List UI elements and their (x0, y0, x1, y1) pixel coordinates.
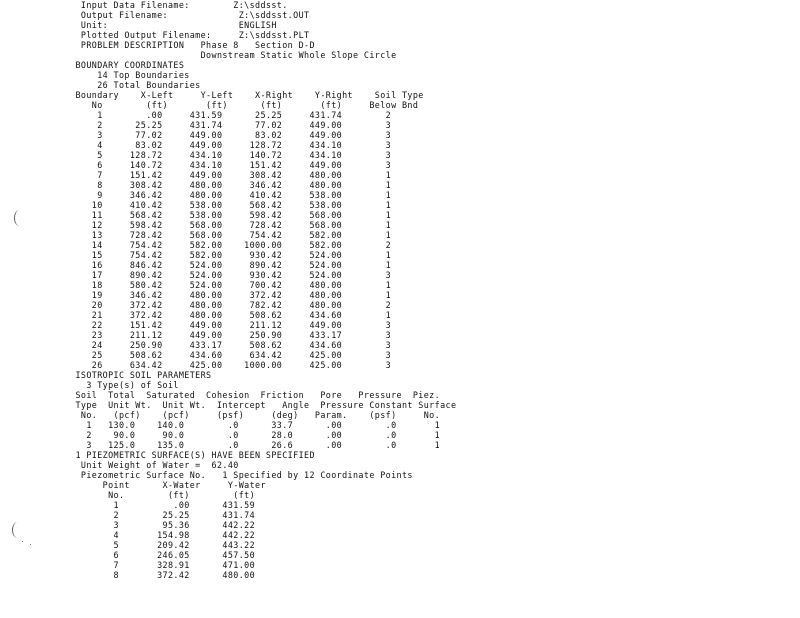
piezo-row: 5 209.42 443.22 (70, 540, 256, 550)
hole-punch-mark (12, 522, 23, 538)
problem-description-subtitle: Downstream Static Whole Slope Circle (70, 50, 397, 60)
boundary-row: 8 308.42 480.00 346.42 480.00 1 (70, 180, 392, 190)
piezo-row: 4 154.98 442.22 (70, 530, 256, 540)
boundary-row: 12 598.42 568.00 728.42 568.00 1 (70, 220, 392, 230)
boundary-row: 25 508.62 434.60 634.42 425.00 3 (70, 350, 392, 360)
total-boundaries-count: 26 Total Boundaries (70, 80, 201, 90)
soil-table-units: No. (pcf) (pcf) (psf) (deg) Param. (psf) No. (70, 410, 441, 420)
boundary-row: 23 211.12 449.00 250.90 433.17 3 (70, 330, 392, 340)
soil-row: 2 90.0 90.0 .0 28.0 .00 .0 1 (70, 430, 441, 440)
boundary-row: 20 372.42 480.00 782.42 480.00 2 (70, 300, 392, 310)
boundary-row: 24 250.90 433.17 508.62 434.60 3 (70, 340, 392, 350)
boundary-row: 5 128.72 434.10 140.72 434.10 3 (70, 150, 392, 160)
boundary-row: 17 890.42 524.00 930.42 524.00 3 (70, 270, 392, 280)
boundary-row: 9 346.42 480.00 410.42 538.00 1 (70, 190, 392, 200)
boundary-row: 16 846.42 524.00 890.42 524.00 1 (70, 260, 392, 270)
boundary-row: 19 346.42 480.00 372.42 480.00 1 (70, 290, 392, 300)
unit-line: Unit: ENGLISH (70, 20, 277, 30)
piezometric-surface-spec-line: Piezometric Surface No. 1 Specified by 12 Coordinate Points (70, 470, 413, 480)
scan-speck (22, 541, 23, 542)
boundary-row: 3 77.02 449.00 83.02 449.00 3 (70, 130, 392, 140)
problem-description-line: PROBLEM DESCRIPTION Phase 8 Section D-D (70, 40, 315, 50)
boundary-row: 14 754.42 582.00 1000.00 582.00 2 (70, 240, 392, 250)
boundary-table-header: Boundary X-Left Y-Left X-Right Y-Right Soil Type (70, 90, 424, 100)
soil-table-header: Soil Total Saturated Cohesion Friction Pore Pressure Piez. (70, 390, 441, 400)
boundary-table-units: No (ft) (ft) (ft) (ft) Below Bnd (70, 100, 419, 110)
boundary-row: 1 .00 431.59 25.25 431.74 2 (70, 110, 392, 120)
plotted-output-filename-line: Plotted Output Filename: Z:\sddsst.PLT (70, 30, 310, 40)
boundary-coordinates-title: BOUNDARY COORDINATES (70, 60, 185, 70)
boundary-row: 13 728.42 568.00 754.42 582.00 1 (70, 230, 392, 240)
boundary-row: 21 372.42 480.00 508.62 434.60 1 (70, 310, 392, 320)
boundary-row: 18 580.42 524.00 700.42 480.00 1 (70, 280, 392, 290)
output-filename-line: Output Filename: Z:\sddsst.OUT (70, 10, 310, 20)
piezo-row: 6 246.05 457.50 (70, 550, 256, 560)
soil-parameters-title: ISOTROPIC SOIL PARAMETERS (70, 370, 212, 380)
boundary-row: 15 754.42 582.00 930.42 524.00 1 (70, 250, 392, 260)
boundary-row: 7 151.42 449.00 308.42 480.00 1 (70, 170, 392, 180)
piezo-table-header: Point X-Water Y-Water (70, 480, 266, 490)
boundary-row: 4 83.02 449.00 128.72 434.10 3 (70, 140, 392, 150)
boundary-row: 10 410.42 538.00 568.42 538.00 1 (70, 200, 392, 210)
soil-row: 1 130.0 140.0 .0 33.7 .00 .0 1 (70, 420, 441, 430)
input-data-filename-line: Input Data Filename: Z:\sddsst. (70, 0, 288, 10)
soil-row: 3 125.0 135.0 .0 26.6 .00 .0 1 (70, 440, 441, 450)
boundary-row: 11 568.42 538.00 598.42 568.00 1 (70, 210, 392, 220)
piezo-row: 1 .00 431.59 (70, 500, 256, 510)
soil-table-header: Type Unit Wt. Unit Wt. Intercept Angle Pressure Constant Surface (70, 400, 457, 410)
piezometric-surfaces-line: 1 PIEZOMETRIC SURFACE(S) HAVE BEEN SPECIFIED (70, 450, 315, 460)
piezo-row: 7 328.91 471.00 (70, 560, 256, 570)
hole-punch-mark (14, 210, 25, 226)
boundary-row: 2 25.25 431.74 77.02 449.00 3 (70, 120, 392, 130)
piezo-row: 8 372.42 480.00 (70, 570, 256, 580)
piezo-row: 2 25.25 431.74 (70, 510, 256, 520)
boundary-row: 6 140.72 434.10 151.42 449.00 3 (70, 160, 392, 170)
piezo-table-units: No. (ft) (ft) (70, 490, 256, 500)
boundary-row: 26 634.42 425.00 1000.00 425.00 3 (70, 360, 392, 370)
scan-speck (30, 544, 31, 545)
unit-weight-water-line: Unit Weight of Water = 62.40 (70, 460, 239, 470)
boundary-row: 22 151.42 449.00 211.12 449.00 3 (70, 320, 392, 330)
piezo-row: 3 95.36 442.22 (70, 520, 256, 530)
top-boundaries-count: 14 Top Boundaries (70, 70, 190, 80)
soil-types-count: 3 Type(s) of Soil (70, 380, 179, 390)
